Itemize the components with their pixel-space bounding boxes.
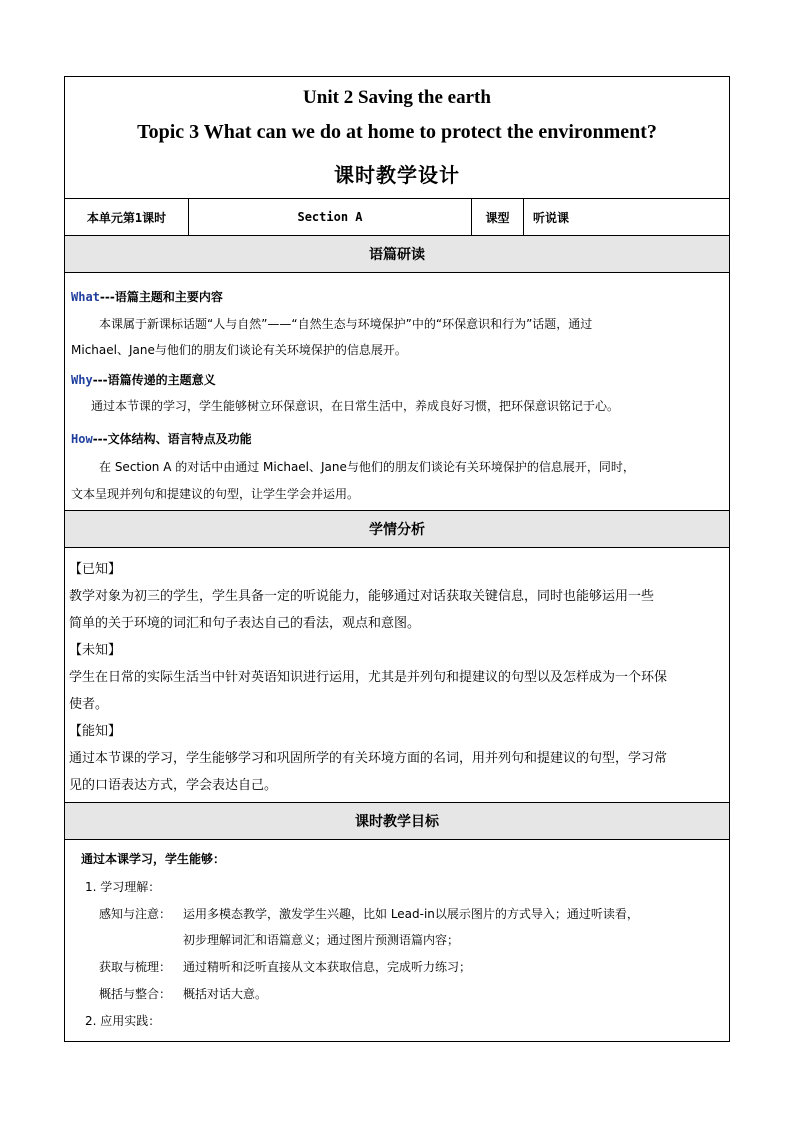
known-label: 【已知】 <box>69 562 122 577</box>
objective-item-2: 2. 应用实践： <box>85 1014 161 1028</box>
summarize-label: 概括与整合： <box>99 987 172 1001</box>
unknown-label: 【未知】 <box>69 643 122 658</box>
summarize-text: 概括对话大意。 <box>183 987 268 1001</box>
why-label: ---语篇传递的主题意义 <box>92 373 216 387</box>
known-line-2: 简单的关于环境的词汇和句子表达自己的看法，观点和意图。 <box>69 616 421 631</box>
how-tag: How <box>71 432 93 446</box>
objective-item-1: 1. 学习理解： <box>85 880 161 894</box>
topic-title: Topic 3 What can we do at home to protect the environment? <box>137 121 657 143</box>
type-label-cell: 课型 <box>472 199 524 235</box>
objectives-intro: 通过本课学习，学生能够： <box>81 852 226 866</box>
how-line-1: 在 Section A 的对话中由通过 Michael、Jane与他们的朋友们谈论有关环境保护的信息展开，同时， <box>99 460 635 474</box>
section-cell: Section A <box>189 199 472 235</box>
able-line-2: 见的口语表达方式，学会表达自己。 <box>69 778 278 793</box>
text-study-body <box>65 273 729 511</box>
why-tag: Why <box>71 373 93 387</box>
perceive-label: 感知与注意： <box>99 907 172 921</box>
design-title: 课时教学设计 <box>334 163 460 187</box>
lesson-plan-table <box>64 76 730 1042</box>
known-line-1: 教学对象为初三的学生，学生具备一定的听说能力，能够通过对话获取关键信息，同时也能够运用一些 <box>69 589 655 604</box>
what-label: ---语篇主题和主要内容 <box>99 290 223 304</box>
text-study-heading: 语篇研读 <box>65 236 729 273</box>
what-line-2: Michael、Jane与他们的朋友们谈论有关环境保护的信息展开。 <box>71 343 407 357</box>
able-line-1: 通过本节课的学习，学生能够学习和巩固所学的有关环境方面的名词，用并列句和提建议的句型，学习常 <box>69 751 668 766</box>
why-line-1: 通过本节课的学习，学生能够树立环保意识，在日常生活中，养成良好习惯，把环保意识铭记于心。 <box>91 399 620 413</box>
learner-analysis-heading: 学情分析 <box>65 511 729 548</box>
why-heading <box>71 371 216 388</box>
unknown-line-2: 使者。 <box>69 697 109 712</box>
perceive-line-1: 运用多模态教学，激发学生兴趣，比如 Lead-in以展示图片的方式导入；通过听读看， <box>183 907 639 921</box>
acquire-label: 获取与梳理： <box>99 960 172 974</box>
able-label: 【能知】 <box>69 724 122 739</box>
objectives-body <box>65 840 729 1043</box>
how-heading <box>71 430 252 447</box>
title-block <box>65 77 729 199</box>
unknown-line-1: 学生在日常的实际生活当中针对英语知识进行运用，尤其是并列句和提建议的句型以及怎样成为一个环保 <box>69 670 668 685</box>
what-heading <box>71 288 223 305</box>
unit-period-cell: 本单元第1课时 <box>65 199 189 235</box>
how-label: ---文体结构、语言特点及功能 <box>92 432 252 446</box>
learner-analysis-body <box>65 548 729 803</box>
acquire-text: 通过精听和泛听直接从文本获取信息，完成听力练习； <box>183 960 472 974</box>
what-tag: What <box>71 290 100 304</box>
unit-title: Unit 2 Saving the earth <box>303 87 491 108</box>
objectives-heading: 课时教学目标 <box>65 803 729 840</box>
how-line-2: 文本呈现并列句和提建议的句型，让学生学会并运用。 <box>71 487 360 501</box>
perceive-line-2: 初步理解词汇和语篇意义；通过图片预测语篇内容； <box>183 933 460 947</box>
what-line-1: 本课属于新课标话题“人与自然”——“自然生态与环境保护”中的“环保意识和行为”话题，通过 <box>99 317 593 331</box>
type-value-cell: 听说课 <box>533 210 570 225</box>
meta-row <box>65 199 729 236</box>
